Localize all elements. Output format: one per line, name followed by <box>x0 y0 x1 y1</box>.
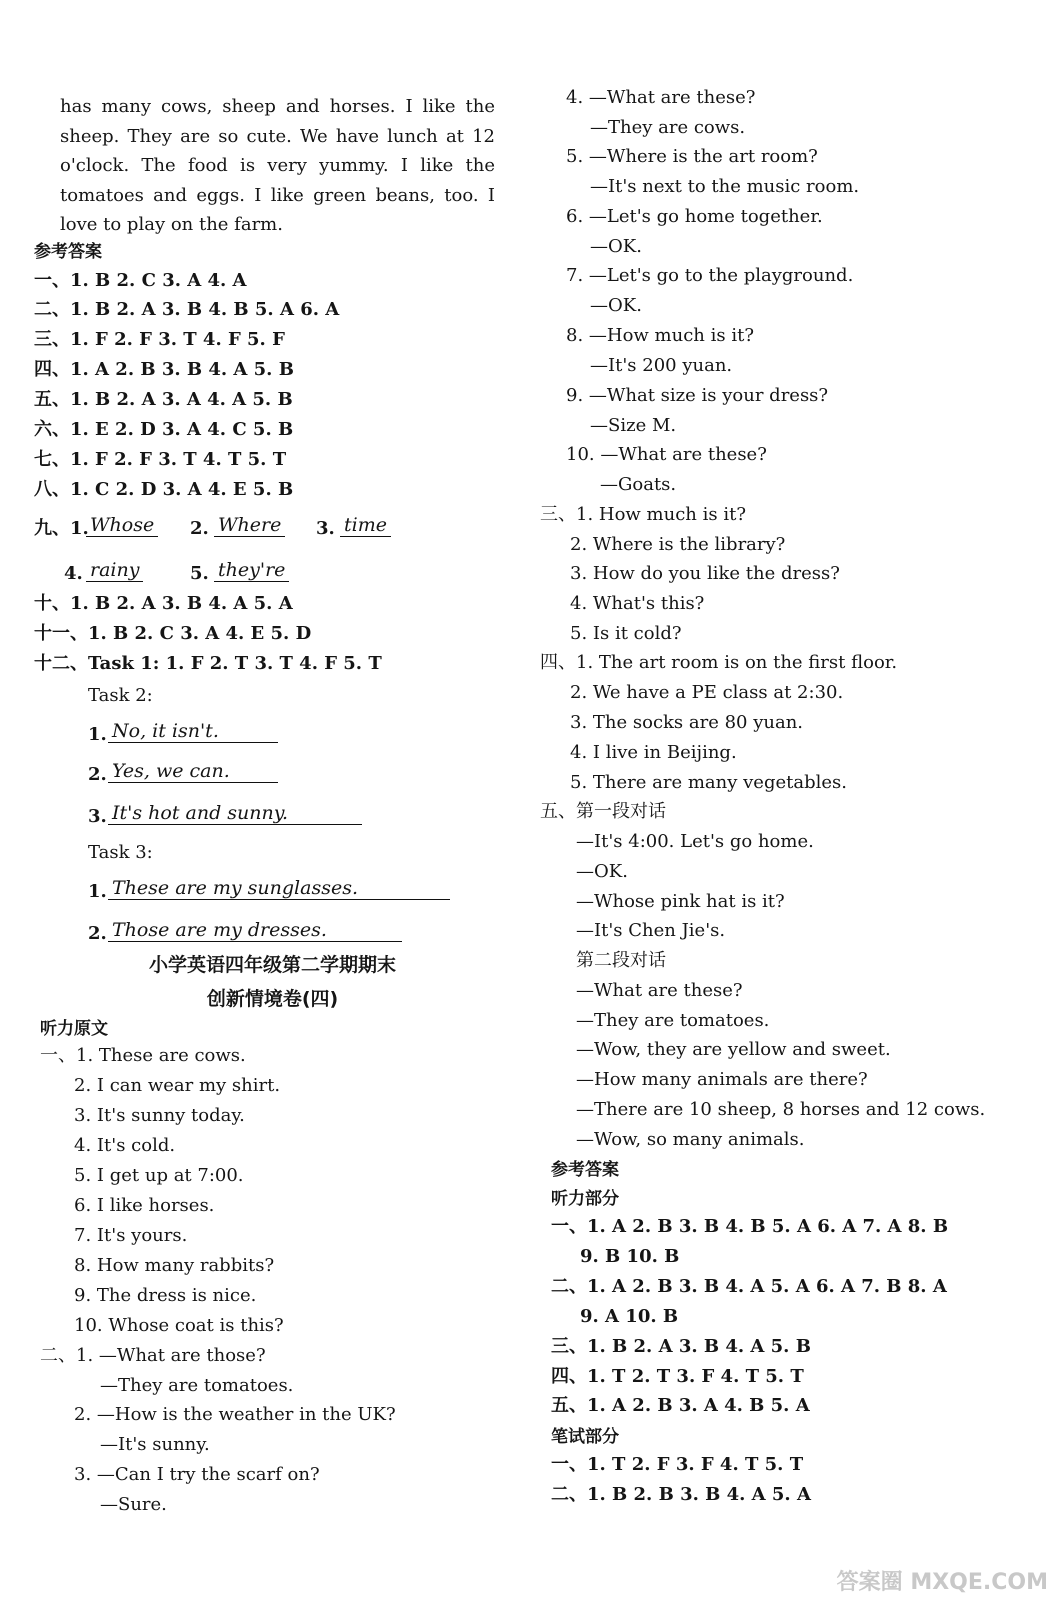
dialogue-line: 4. —What are these? <box>566 87 756 108</box>
task3-label: Task 3: <box>88 842 153 863</box>
listening-line: 4. It's cold. <box>74 1135 176 1156</box>
handwritten-answer: rainy <box>86 559 143 582</box>
answer-line: 一、1. B 2. C 3. A 4. A <box>34 270 247 291</box>
dialogue-line: —They are tomatoes. <box>576 1010 770 1031</box>
dialogue-heading: 第二段对话 <box>576 950 666 971</box>
answer-line: 三、1. F 2. F 3. T 4. F 5. F <box>34 329 285 350</box>
dialogue-line: —It's 200 yuan. <box>590 355 733 376</box>
dialogue-line: 7. —Let's go to the playground. <box>566 265 854 286</box>
answer-line: 二、1. A 2. B 3. B 4. A 5. A 6. A 7. B 8. A <box>551 1276 947 1297</box>
written-part-heading: 笔试部分 <box>551 1427 619 1447</box>
ref-answer-heading-right: 参考答案 <box>551 1160 619 1180</box>
ref-answer-heading-left: 参考答案 <box>34 242 102 262</box>
dialogue-line: —Size M. <box>590 415 677 436</box>
dialogue-line: —OK. <box>590 236 642 257</box>
question-line: 4. What's this? <box>570 593 705 614</box>
sentence-line: 3. The socks are 80 yuan. <box>570 712 804 733</box>
watermark-logo: 答案圈 MXQE.COM <box>836 1570 1048 1595</box>
dialogue-heading: 五、第一段对话 <box>540 801 666 822</box>
exam-title-line2: 创新情境卷(四) <box>206 988 339 1010</box>
listening-line: 一、1. These are cows. <box>40 1045 246 1066</box>
answer-line: 二、1. B 2. B 3. B 4. A 5. A <box>551 1484 811 1505</box>
question-line: 5. Is it cold? <box>570 623 682 644</box>
dialogue-line: —OK. <box>576 861 628 882</box>
listening-line: 8. How many rabbits? <box>74 1255 275 1276</box>
answer-line: 二、1. B 2. A 3. B 4. B 5. A 6. A <box>34 299 340 320</box>
sentence-line: 5. There are many vegetables. <box>570 772 847 793</box>
answer-line: 三、1. B 2. A 3. B 4. A 5. B <box>551 1336 811 1357</box>
dialogue-line: —Whose pink hat is it? <box>576 891 785 912</box>
listening-line: 9. The dress is nice. <box>74 1285 257 1306</box>
listening-line: 2. —How is the weather in the UK? <box>74 1404 396 1425</box>
question-line: 三、1. How much is it? <box>540 504 746 525</box>
handwritten-answer: No, it isn't. <box>108 720 278 743</box>
answer-line: 一、1. T 2. F 3. F 4. T 5. T <box>551 1454 804 1475</box>
dialogue-line: 8. —How much is it? <box>566 325 754 346</box>
handwritten-answer: It's hot and sunny. <box>108 802 362 825</box>
handwritten-answer: time <box>340 514 391 537</box>
listening-line: —It's sunny. <box>100 1434 210 1455</box>
listening-line: 10. Whose coat is this? <box>74 1315 284 1336</box>
item-number: 5. <box>190 563 209 584</box>
dialogue-line: —How many animals are there? <box>576 1069 868 1090</box>
answer-line: 十、1. B 2. A 3. B 4. A 5. A <box>34 593 293 614</box>
answer-line: 9. B 10. B <box>580 1246 680 1267</box>
section-nine-label: 九、1. <box>34 518 89 539</box>
dialogue-line: —It's next to the music room. <box>590 176 860 197</box>
answer-line: 五、1. B 2. A 3. A 4. A 5. B <box>34 389 293 410</box>
dialogue-line: —Wow, they are yellow and sweet. <box>576 1039 891 1060</box>
dialogue-line: 5. —Where is the art room? <box>566 146 818 167</box>
listening-line: 3. It's sunny today. <box>74 1105 245 1126</box>
dialogue-line: —Wow, so many animals. <box>576 1129 805 1150</box>
listening-line: —Sure. <box>100 1494 167 1515</box>
item-number: 4. <box>64 563 83 584</box>
item-number: 3. <box>316 518 335 539</box>
item-number: 2. <box>88 764 107 785</box>
answer-line: 十一、1. B 2. C 3. A 4. E 5. D <box>34 623 312 644</box>
dialogue-line: —They are cows. <box>590 117 746 138</box>
dialogue-line: —What are these? <box>576 980 743 1001</box>
answer-line: 六、1. E 2. D 3. A 4. C 5. B <box>34 419 294 440</box>
question-line: 2. Where is the library? <box>570 534 786 555</box>
answer-line: 十二、Task 1: 1. F 2. T 3. T 4. F 5. T <box>34 653 382 674</box>
item-number: 3. <box>88 806 107 827</box>
listening-line: 2. I can wear my shirt. <box>74 1075 281 1096</box>
handwritten-answer: Those are my dresses. <box>108 919 402 942</box>
handwritten-answer: Where <box>214 514 285 537</box>
listening-line: —They are tomatoes. <box>100 1375 294 1396</box>
answer-line: 七、1. F 2. F 3. T 4. T 5. T <box>34 449 287 470</box>
dialogue-line: 9. —What size is your dress? <box>566 385 829 406</box>
dialogue-line: 10. —What are these? <box>566 444 767 465</box>
handwritten-answer: they're <box>214 559 289 582</box>
answer-line: 五、1. A 2. B 3. A 4. B 5. A <box>551 1395 810 1416</box>
sentence-line: 2. We have a PE class at 2:30. <box>570 682 844 703</box>
dialogue-line: —It's 4:00. Let's go home. <box>576 831 814 852</box>
sentence-line: 4. I live in Beijing. <box>570 742 737 763</box>
listening-line: 5. I get up at 7:00. <box>74 1165 244 1186</box>
answer-line: 一、1. A 2. B 3. B 4. B 5. A 6. A 7. A 8. B <box>551 1216 949 1237</box>
answer-line: 四、1. A 2. B 3. B 4. A 5. B <box>34 359 294 380</box>
answer-line: 四、1. T 2. T 3. F 4. T 5. T <box>551 1366 804 1387</box>
listening-line: 6. I like horses. <box>74 1195 215 1216</box>
answer-line: 9. A 10. B <box>580 1306 679 1327</box>
item-number: 1. <box>88 724 107 745</box>
task2-label: Task 2: <box>88 685 153 706</box>
listening-part-heading: 听力部分 <box>551 1189 619 1209</box>
dialogue-line: —There are 10 sheep, 8 horses and 12 cows. <box>576 1099 986 1120</box>
question-line: 3. How do you like the dress? <box>570 563 840 584</box>
item-number: 2. <box>190 518 209 539</box>
handwritten-answer: These are my sunglasses. <box>108 877 450 900</box>
exam-title-line1: 小学英语四年级第二学期期末 <box>148 954 396 976</box>
answer-line: 八、1. C 2. D 3. A 4. E 5. B <box>34 479 294 500</box>
dialogue-line: —Goats. <box>600 474 677 495</box>
dialogue-line: —OK. <box>590 295 642 316</box>
listening-script-heading: 听力原文 <box>40 1019 108 1039</box>
dialogue-line: —It's Chen Jie's. <box>576 920 726 941</box>
sentence-line: 四、1. The art room is on the first floor. <box>540 652 898 673</box>
passage-text: has many cows, sheep and horses. I like the sheep. They are so cute. We have lunch at 12 o'clock. The food is very yummy. I like the tomatoes and eggs. I like green beans, too. I love to play on the farm. <box>60 96 495 235</box>
listening-line: 7. It's yours. <box>74 1225 188 1246</box>
item-number: 1. <box>88 881 107 902</box>
handwritten-answer: Whose <box>86 514 158 537</box>
handwritten-answer: Yes, we can. <box>108 760 278 783</box>
item-number: 2. <box>88 923 107 944</box>
dialogue-line: 6. —Let's go home together. <box>566 206 823 227</box>
listening-line: 二、1. —What are those? <box>40 1345 266 1366</box>
listening-line: 3. —Can I try the scarf on? <box>74 1464 320 1485</box>
